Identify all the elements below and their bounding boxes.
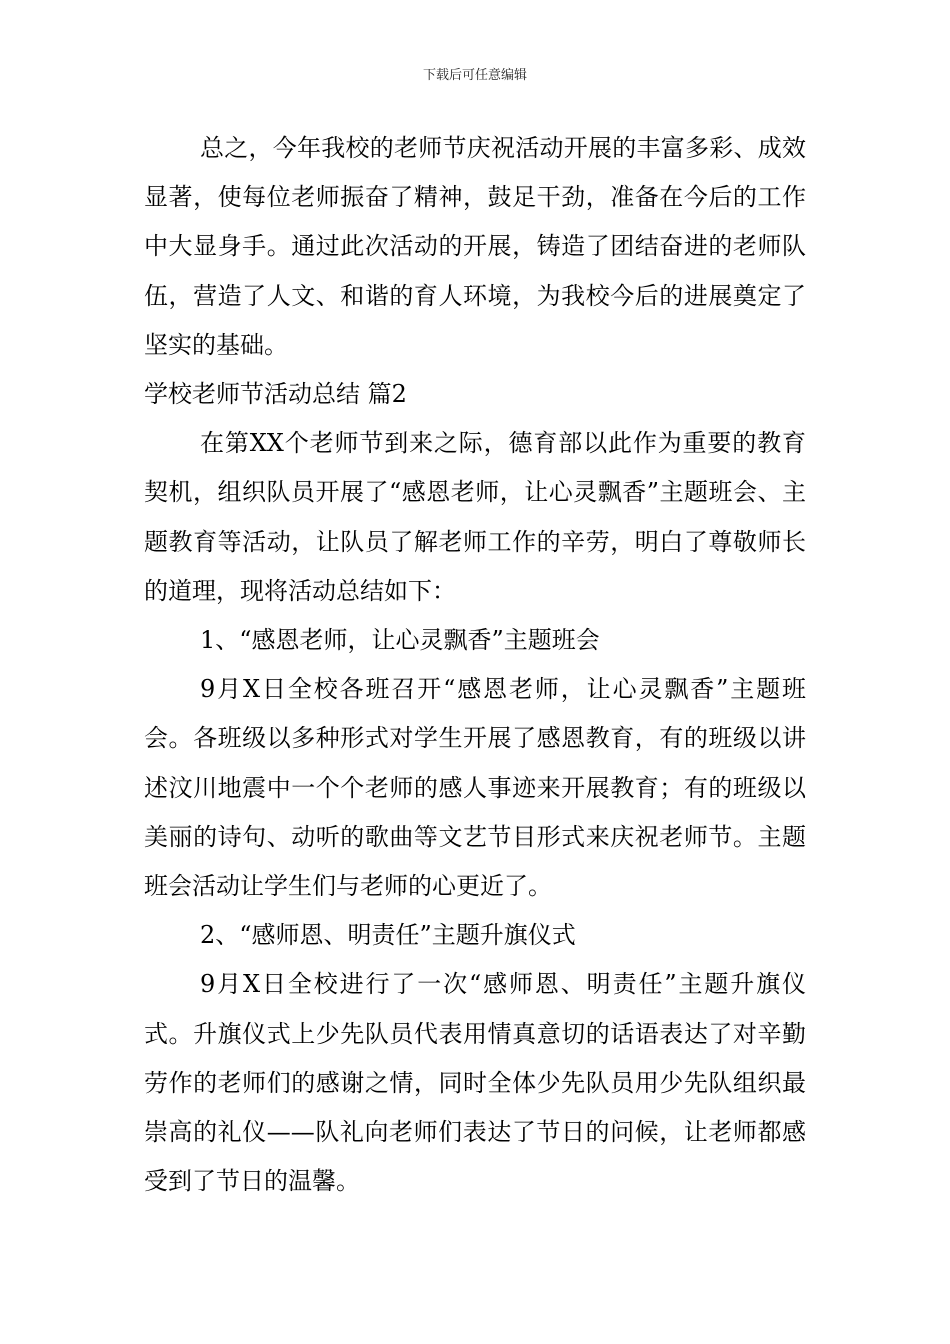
paragraph-class-meeting: 9月X日全校各班召开“感恩老师，让心灵飘香”主题班会。各班级以多种形式对学生开展了感恩教育，有的班级以讲述汶川地震中一个个老师的感人事迹来开展教育；有的班级以美丽的诗句、动听的歌曲等文艺节目形式来庆祝老师节。主题班会活动让学生们与老师的心更近了。 bbox=[144, 675, 806, 901]
paragraph-summary: 总之，今年我校的老师节庆祝活动开展的丰富多彩、成效显著，使每位老师振奋了精神，鼓足干劲，准备在今后的工作中大显身手。通过此次活动的开展，铸造了团结奋进的老师队伍，营造了人文、和谐的育人环境，为我校今后的进展奠定了坚实的基础。 bbox=[144, 134, 806, 359]
subheading-class-meeting: 1、“感恩老师，让心灵飘香”主题班会 bbox=[200, 626, 600, 655]
document-body bbox=[144, 124, 806, 1206]
paragraph-flag-ceremony: 9月X日全校进行了一次“感师恩、明责任”主题升旗仪式。升旗仪式上少先队员代表用情真意切的话语表达了对辛勤劳作的老师们的感谢之情，同时全体少先队员用少先队组织最崇高的礼仪——队礼向老师们表达了节日的问候，让老师都感受到了节日的温馨。 bbox=[144, 970, 806, 1196]
page-header: 下载后可任意编辑 bbox=[422, 68, 527, 83]
section-title: 学校老师节活动总结 篇2 bbox=[144, 380, 407, 409]
subheading-flag-ceremony: 2、“感师恩、明责任”主题升旗仪式 bbox=[200, 921, 576, 950]
paragraph-intro: 在第XX个老师节到来之际，德育部以此作为重要的教育契机，组织队员开展了“感恩老师，让心灵飘香”主题班会、主题教育等活动，让队员了解老师工作的辛劳，明白了尊敬师长的道理，现将活动总结如下： bbox=[144, 429, 806, 605]
